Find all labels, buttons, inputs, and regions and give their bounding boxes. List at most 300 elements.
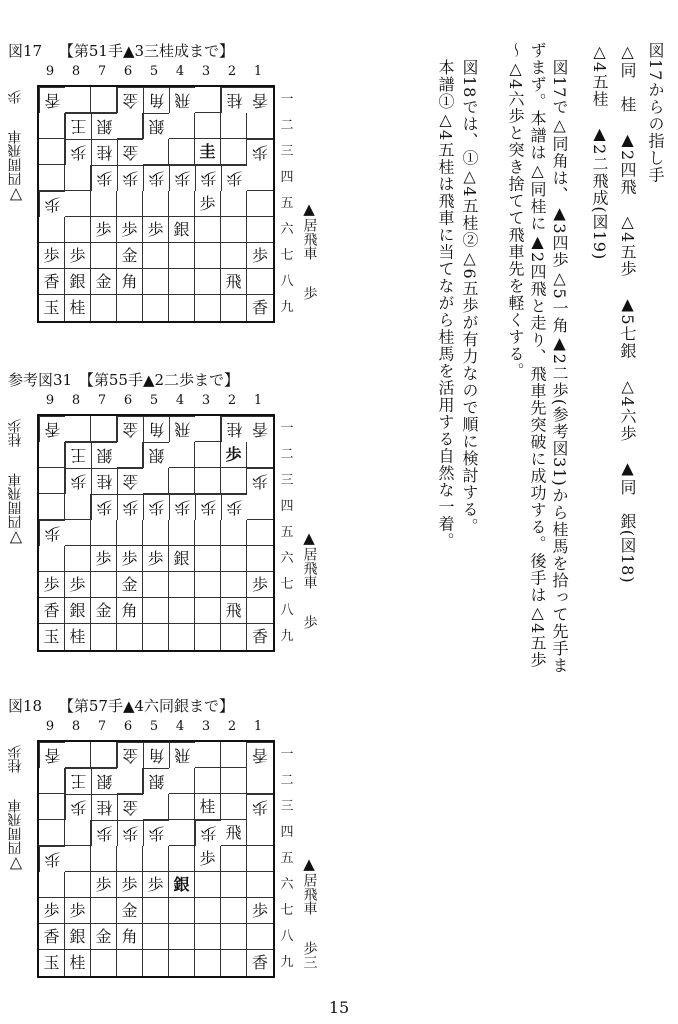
board-square: 香 [39,416,65,442]
sente-pieces: 歩三 [301,941,318,969]
file-label: 3 [201,64,211,79]
board-square [91,191,117,217]
board-square [117,442,143,468]
board-square: 歩 [169,494,195,520]
sente-pieces: 歩 [301,615,318,629]
file-label: 4 [175,719,185,734]
rank-label: 二 [280,773,294,788]
board-square: 飛 [169,416,195,442]
board-square: 歩 [195,846,221,872]
rank-label: 四 [280,499,294,514]
rank-labels [278,742,296,976]
board-square: 歩 [65,572,91,598]
board-square [39,820,65,846]
board-square [169,898,195,924]
board-square [65,872,91,898]
board-square [39,113,65,139]
board-square [91,416,117,442]
sente-mark: ▲ [303,529,315,547]
board-square [247,217,273,243]
board-square: 角 [143,87,169,113]
board-square [39,794,65,820]
board-square: 歩 [65,139,91,165]
board-square: 銀 [65,269,91,295]
file-label: 9 [45,719,55,734]
board-square: 歩 [91,872,117,898]
board-square [221,546,247,572]
rank-label: 八 [280,274,294,289]
board-square [221,295,247,321]
board-square: 金 [117,794,143,820]
rank-label: 一 [280,92,294,107]
board-square: 玉 [39,950,65,976]
file-label: 5 [149,719,159,734]
board-square: 桂 [91,468,117,494]
board-square: 桂 [65,295,91,321]
board-square [195,416,221,442]
board-square [143,572,169,598]
rank-label: 六 [280,877,294,892]
board-square: 桂 [65,950,91,976]
board-square: 飛 [169,742,195,768]
file-label: 2 [227,64,237,79]
board-square: 歩 [117,872,143,898]
board-square [221,898,247,924]
board-square [221,191,247,217]
board-square [195,598,221,624]
file-labels [37,719,271,737]
rank-label: 三 [280,799,294,814]
board-square [247,924,273,950]
rank-label: 七 [280,248,294,263]
board-square: 角 [117,924,143,950]
board-square [169,468,195,494]
board-square: 金 [117,898,143,924]
gote-pieces: 桂歩 [7,419,24,447]
board-square: 歩 [247,572,273,598]
commentary-paragraph-3: 本譜①△4五桂は飛車に当てながら桂馬を活用する自然な一着。 [436,42,455,550]
board-square: 歩 [247,139,273,165]
board-square: 歩 [195,165,221,191]
board-square [143,295,169,321]
board-square [247,191,273,217]
rank-label: 六 [280,551,294,566]
board-square: 歩 [65,794,91,820]
file-label: 7 [97,393,107,408]
rank-label: 八 [280,603,294,618]
board-square: 金 [117,139,143,165]
board-square [195,872,221,898]
gote-hand [6,90,26,204]
board-square [169,113,195,139]
file-label: 6 [123,719,133,734]
board-square [65,494,91,520]
board-square: 飛 [169,87,195,113]
board-square [65,87,91,113]
board-square [169,520,195,546]
shogi-board [37,414,275,652]
board-square: 桂 [91,139,117,165]
board-square: 金 [91,598,117,624]
board-square [143,243,169,269]
board-square: 銀 [91,113,117,139]
board-square [247,269,273,295]
board-square [247,494,273,520]
rank-label: 二 [280,447,294,462]
sente-pieces: 歩 [301,286,318,300]
board-square [169,820,195,846]
board-square: 王 [65,768,91,794]
file-label: 2 [227,719,237,734]
board-square: 圭 [195,139,221,165]
board-square [221,624,247,650]
board-square [65,217,91,243]
board-square: 歩 [39,243,65,269]
board-square [65,846,91,872]
board-square [195,624,221,650]
board-square: 歩 [221,165,247,191]
board-square [143,139,169,165]
board-square: 歩 [39,520,65,546]
board-square [195,742,221,768]
board-square [221,113,247,139]
board-square [117,520,143,546]
board-square: 歩 [143,217,169,243]
board-square [91,572,117,598]
board-square: 歩 [143,820,169,846]
board-square: 金 [117,572,143,598]
board-square [221,872,247,898]
gote-name: 四間飛車 [7,799,24,855]
board-square: 香 [251,627,268,646]
board-square [195,295,221,321]
page-number: 15 [328,998,350,1017]
board-square [65,416,91,442]
rank-label: 九 [280,955,294,970]
board-square [195,243,221,269]
board-square: 歩 [195,191,221,217]
board-square [65,165,91,191]
board-square: 歩 [221,442,247,468]
board-square [65,546,91,572]
board-square: 銀 [169,546,195,572]
board-square: 香 [247,87,273,113]
board-square: 香 [39,87,65,113]
shogi-board [37,740,275,978]
board-square: 銀 [91,768,117,794]
board-square [221,742,247,768]
board-square [39,442,65,468]
board-square [39,768,65,794]
sente-name: 居飛車 [301,873,318,915]
board-square: 銀 [91,442,117,468]
rank-label: 五 [280,196,294,211]
rank-label: 一 [280,747,294,762]
board-square [195,520,221,546]
diagram-17 [0,40,330,340]
board-square [39,165,65,191]
board-square [117,768,143,794]
board-square [247,846,273,872]
board-square: 王 [65,442,91,468]
board-square: 香 [39,598,65,624]
sente-mark: ▲ [303,200,315,218]
board-square: 歩 [91,820,117,846]
diagram-title [8,40,234,61]
board-square: 歩 [91,494,117,520]
rank-label: 一 [280,421,294,436]
board-square: 歩 [143,546,169,572]
board-square: 飛 [221,820,247,846]
board-square [169,950,195,976]
file-label: 4 [175,393,185,408]
board-square: 歩 [143,165,169,191]
board-square [143,269,169,295]
sente-name: 居飛車 [301,218,318,260]
sente-name: 居飛車 [301,547,318,589]
board-square [143,846,169,872]
board-square [221,243,247,269]
board-square: 歩 [65,468,91,494]
board-square [169,598,195,624]
file-label: 7 [97,64,107,79]
board-square [247,768,273,794]
board-square [117,846,143,872]
board-square: 銀 [65,598,91,624]
board-square: 歩 [247,243,273,269]
board-square [91,243,117,269]
board-square: 金 [117,468,143,494]
board-square: 歩 [39,898,65,924]
file-label: 1 [253,719,263,734]
file-label: 5 [149,393,159,408]
diagram-title [8,695,234,716]
file-label: 9 [45,393,55,408]
board-square [91,295,117,321]
board-square [247,820,273,846]
board-square: 歩 [65,243,91,269]
gote-name: 四間飛車 [7,130,24,186]
board-square: 香 [247,416,273,442]
board-square [221,768,247,794]
board-square [247,520,273,546]
board-square [117,950,143,976]
rank-label: 二 [280,118,294,133]
board-square [91,87,117,113]
board-square [195,217,221,243]
gote-pieces: 歩 [7,90,24,104]
board-square: 歩 [117,820,143,846]
board-square [143,598,169,624]
board-square: 香 [251,953,268,972]
board-square [247,872,273,898]
board-square [143,191,169,217]
board-square: 香 [247,742,273,768]
diagram-label: 図17 [8,42,43,60]
rank-label: 四 [280,825,294,840]
board-square [195,950,221,976]
board-square [169,243,195,269]
board-square [117,295,143,321]
board-square: 銀 [169,217,195,243]
board-square: 歩 [195,820,221,846]
board-square [169,269,195,295]
board-square [195,468,221,494]
file-labels [37,393,271,411]
file-label: 9 [45,64,55,79]
board-square [117,113,143,139]
board-square: 飛 [221,598,247,624]
board-square: 歩 [117,217,143,243]
board-square: 銀 [65,924,91,950]
board-square [195,442,221,468]
board-square [117,624,143,650]
file-label: 1 [253,64,263,79]
board-square [91,846,117,872]
board-square [169,768,195,794]
board-square: 角 [117,269,143,295]
board-square [195,546,221,572]
board-square: 玉 [39,295,65,321]
sente-hand [298,200,320,300]
board-square [195,768,221,794]
board-square [117,191,143,217]
board-square [39,139,65,165]
board-square [65,742,91,768]
board-square: 歩 [91,546,117,572]
board-square [91,950,117,976]
board-square [65,191,91,217]
file-label: 5 [149,64,159,79]
board-square [169,924,195,950]
file-label: 8 [71,393,81,408]
sente-hand [298,855,320,969]
rank-labels [278,416,296,650]
board-square: 角 [143,416,169,442]
board-square: 香 [39,924,65,950]
board-square: 金 [117,87,143,113]
file-label: 2 [227,393,237,408]
board-square [91,624,117,650]
board-square [143,794,169,820]
board-square [39,494,65,520]
board-square [221,846,247,872]
board-square [247,546,273,572]
board-square [169,572,195,598]
board-square: 歩 [247,794,273,820]
board-square: 歩 [117,494,143,520]
board-square: 香 [39,742,65,768]
board-square: 銀 [143,442,169,468]
gote-pieces: 桂歩 [7,745,24,773]
rank-label: 五 [280,525,294,540]
board-square: 歩 [195,494,221,520]
board-square: 歩 [91,165,117,191]
moves-heading: 図17からの指し手 [646,42,665,184]
board-square [221,572,247,598]
board-square [247,113,273,139]
sente-mark: ▲ [303,855,315,873]
file-label: 3 [201,393,211,408]
file-labels [37,64,271,82]
board-square [169,624,195,650]
board-square [221,794,247,820]
board-square: 桂 [65,624,91,650]
board-square [143,468,169,494]
moves-line-1: △同 桂 ▲2四飛 △4五歩 ▲5七銀 △4六歩 ▲同 銀(図18) [618,42,637,584]
board-square [195,269,221,295]
moves-line-2: △4五桂 ▲2二飛成(図19) [590,42,609,261]
diagram-label: 図18 [8,697,43,715]
diagram-18 [0,695,330,995]
rank-label: 五 [280,851,294,866]
board-square [91,898,117,924]
rank-label: 四 [280,170,294,185]
board-square: 歩 [247,898,273,924]
board-square [195,113,221,139]
board-square [221,924,247,950]
file-label: 7 [97,719,107,734]
board-square [247,598,273,624]
board-square: 歩 [143,494,169,520]
rank-label: 七 [280,577,294,592]
diagram-caption: 【第51手▲3三桂成まで】 [58,42,235,60]
diagram-caption: 【第57手▲4六同銀まで】 [58,697,235,715]
rank-label: 六 [280,222,294,237]
board-square: 歩 [221,494,247,520]
board-square [221,520,247,546]
gote-mark: ▽ [9,529,23,548]
rank-label: 八 [280,929,294,944]
board-square [39,217,65,243]
board-square: 歩 [117,546,143,572]
file-label: 6 [123,64,133,79]
board-square: 歩 [247,468,273,494]
board-square: 桂 [221,87,247,113]
board-square: 飛 [221,269,247,295]
board-square [195,924,221,950]
board-square: 歩 [91,217,117,243]
commentary-paragraph-1: 図17で△同角は、▲3四歩△5一角▲2二歩(参考図31)から桂馬を拾って先手まずまず。本譜は△同桂に▲2四飛と走り、飛車先突破に成功する。後手は△4五歩～△4六歩と突き捨てて飛車先を軽くする。 [506,42,569,674]
board-square: 香 [251,298,268,317]
file-label: 3 [201,719,211,734]
board-square [143,898,169,924]
diagram-ref31 [0,369,330,669]
board-square [221,139,247,165]
board-square: 歩 [65,898,91,924]
board-square: 銀 [143,768,169,794]
board-square [169,442,195,468]
file-label: 4 [175,64,185,79]
board-square [91,520,117,546]
board-square [143,624,169,650]
board-square: 金 [91,269,117,295]
board-square: 香 [39,269,65,295]
file-label: 8 [71,719,81,734]
board-square [195,898,221,924]
board-square [143,924,169,950]
board-square: 歩 [117,165,143,191]
board-square [169,846,195,872]
diagram-caption: 【第55手▲2二歩まで】 [78,371,240,389]
board-square: 桂 [195,794,221,820]
gote-hand [6,419,26,547]
shogi-board [37,85,275,323]
board-square [169,794,195,820]
board-square: 金 [91,924,117,950]
board-square [221,950,247,976]
board-square: 王 [65,113,91,139]
